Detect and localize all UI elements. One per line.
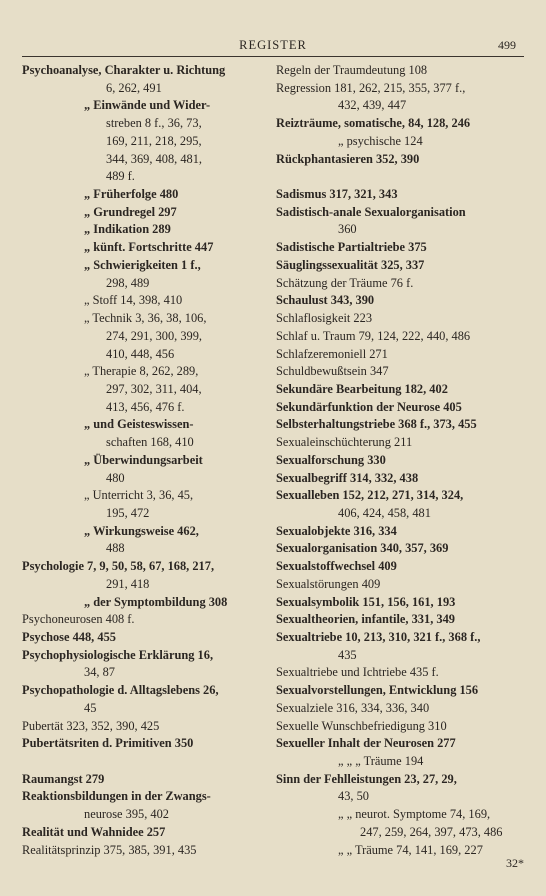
index-subentry: 489 f. bbox=[106, 169, 135, 184]
index-entry: Pubertätsriten d. Primitiven 350 bbox=[22, 736, 194, 751]
index-entry: Sexualtriebe und Ichtriebe 435 f. bbox=[276, 665, 439, 680]
index-entry: Sexualobjekte 316, 334 bbox=[276, 523, 397, 538]
index-subentry: 6, 262, 491 bbox=[106, 80, 162, 95]
index-subentry: 488 bbox=[106, 541, 125, 556]
index-subentry: „ Einwände und Wider- bbox=[84, 98, 211, 113]
index-entry: Psychopathologie d. Alltagslebens 26, bbox=[22, 683, 219, 698]
index-subentry: schaften 168, 410 bbox=[106, 435, 194, 450]
index-entry: Schaulust 343, 390 bbox=[276, 293, 375, 308]
index-subentry: „ Überwindungsarbeit bbox=[84, 452, 203, 467]
index-entry: Psychose 448, 455 bbox=[22, 630, 116, 644]
index-subentry: 297, 302, 311, 404, bbox=[106, 381, 202, 396]
index-entry: Sexualforschung 330 bbox=[276, 452, 386, 467]
index-subentry: „ Therapie 8, 262, 289, bbox=[84, 364, 199, 379]
index-subentry: 247, 259, 264, 397, 473, 486 bbox=[360, 824, 503, 839]
index-entry: Schlafzeremoniell 271 bbox=[276, 346, 388, 361]
index-subentry: „ psychische 124 bbox=[338, 133, 423, 148]
index-subentry: 298, 489 bbox=[106, 275, 150, 290]
index-subentry: 45 bbox=[84, 700, 97, 715]
index-entry: Sexualleben 152, 212, 271, 314, 324, bbox=[276, 488, 464, 503]
index-entry: Sexualtheorien, infantile, 331, 349 bbox=[276, 612, 455, 627]
index-entry: Realität und Wahnidee 257 bbox=[22, 824, 166, 839]
index-subentry: „ Technik 3, 36, 38, 106, bbox=[84, 311, 207, 326]
index-entry: Sekundäre Bearbeitung 182, 402 bbox=[276, 381, 448, 396]
index-subentry: 344, 369, 408, 481, bbox=[106, 151, 203, 166]
index-entry: Regeln der Traumdeutung 108 bbox=[276, 63, 428, 77]
index-entry: Sexuelle Wunschbefriedigung 310 bbox=[276, 718, 447, 733]
index-entry: Schuldbewußtsein 347 bbox=[276, 364, 389, 379]
index-subentry: 435 bbox=[338, 647, 357, 662]
index-subentry: „ Früherfolge 480 bbox=[84, 187, 179, 202]
index-entry: Pubertät 323, 352, 390, 425 bbox=[22, 718, 160, 733]
index-entry: Sexualeinschüchterung 211 bbox=[276, 435, 413, 450]
index-entry: Sexualvorstellungen, Entwicklung 156 bbox=[276, 683, 479, 698]
index-subentry: neurose 395, 402 bbox=[84, 807, 169, 822]
page-number-top: 499 bbox=[498, 38, 516, 52]
header-rule bbox=[22, 56, 524, 57]
index-subentry: „ Unterricht 3, 36, 45, bbox=[84, 488, 194, 503]
index-subentry: „ „ neurot. Symptome 74, 169, bbox=[338, 807, 491, 822]
index-subentry: 34, 87 bbox=[84, 665, 115, 680]
index-subentry: „ „ „ Träume 194 bbox=[338, 754, 424, 769]
index-subentry: streben 8 f., 36, 73, bbox=[106, 116, 202, 131]
index-entry: Psychoneurosen 408 f. bbox=[22, 612, 135, 627]
index-subentry: „ der Symptombildung 308 bbox=[84, 594, 228, 609]
index-entry: Psychologie 7, 9, 50, 58, 67, 168, 217, bbox=[22, 559, 215, 574]
index-entry: Sexualsymbolik 151, 156, 161, 193 bbox=[276, 594, 456, 609]
index-entry: Schlaflosigkeit 223 bbox=[276, 311, 373, 326]
index-entry: Sexualorganisation 340, 357, 369 bbox=[276, 541, 449, 556]
index-entry: Sadistische Partialtriebe 375 bbox=[276, 240, 427, 255]
index-entry: Sadismus 317, 321, 343 bbox=[276, 187, 398, 202]
index-entry: Sinn der Fehlleistungen 23, 27, 29, bbox=[276, 771, 457, 786]
index-entry: Schlaf u. Traum 79, 124, 222, 440, 486 bbox=[276, 328, 471, 343]
index-entry: Sexualstörungen 409 bbox=[276, 576, 381, 591]
index-entry: Schätzung der Träume 76 f. bbox=[276, 275, 414, 290]
index-entry: Raumangst 279 bbox=[22, 771, 105, 786]
index-subentry: 406, 424, 458, 481 bbox=[338, 505, 431, 520]
index-subentry: „ Wirkungsweise 462, bbox=[84, 523, 199, 538]
index-subentry: „ Schwierigkeiten 1 f., bbox=[84, 257, 201, 272]
index-subentry: 291, 418 bbox=[106, 576, 150, 591]
index-subentry: 480 bbox=[106, 470, 125, 485]
index-entry: Regression 181, 262, 215, 355, 377 f., bbox=[276, 80, 466, 95]
index-subentry: 43, 50 bbox=[338, 789, 369, 804]
index-entry: Selbsterhaltungstriebe 368 f., 373, 455 bbox=[276, 417, 477, 432]
index-entry: Sexueller Inhalt der Neurosen 277 bbox=[276, 736, 456, 751]
index-subentry: 410, 448, 456 bbox=[106, 346, 175, 361]
index-subentry: 195, 472 bbox=[106, 505, 150, 520]
index-subentry: 413, 456, 476 f. bbox=[106, 399, 185, 414]
index-subentry: „ Stoff 14, 398, 410 bbox=[84, 293, 183, 308]
index-gap bbox=[276, 168, 526, 186]
index-subentry: 169, 211, 218, 295, bbox=[106, 133, 202, 148]
index-column-right bbox=[276, 62, 526, 859]
index-subentry: „ Indikation 289 bbox=[84, 222, 171, 237]
index-entry: Sadistisch-anale Sexualorganisation bbox=[276, 204, 466, 219]
index-subentry: 274, 291, 300, 399, bbox=[106, 328, 203, 343]
index-column-left bbox=[22, 62, 270, 859]
index-entry: Sexualstoffwechsel 409 bbox=[276, 559, 397, 574]
index-entry: Rückphantasieren 352, 390 bbox=[276, 151, 420, 166]
index-entry: Psychophysiologische Erklärung 16, bbox=[22, 647, 214, 662]
index-entry: Säuglingssexualität 325, 337 bbox=[276, 257, 425, 272]
index-entry: Sexualziele 316, 334, 336, 340 bbox=[276, 700, 430, 715]
index-entry: Realitätsprinzip 375, 385, 391, 435 bbox=[22, 842, 197, 857]
index-entry: Sexualbegriff 314, 332, 438 bbox=[276, 470, 419, 485]
index-subentry: „ „ Träume 74, 141, 169, 227 bbox=[338, 842, 483, 857]
index-gap bbox=[22, 753, 270, 771]
index-entry: Reizträume, somatische, 84, 128, 246 bbox=[276, 116, 471, 131]
index-entry: Psychoanalyse, Charakter u. Richtung bbox=[22, 63, 226, 77]
index-subentry: 432, 439, 447 bbox=[338, 98, 407, 113]
index-subentry: 360 bbox=[338, 222, 357, 237]
page-header-title: REGISTER bbox=[239, 38, 307, 52]
index-subentry: „ künft. Fortschritte 447 bbox=[84, 240, 214, 255]
index-entry: Sexualtriebe 10, 213, 310, 321 f., 368 f., bbox=[276, 630, 481, 644]
index-entry: Sekundärfunktion der Neurose 405 bbox=[276, 399, 462, 414]
index-subentry: „ und Geisteswissen- bbox=[84, 417, 194, 432]
page-number-bottom: 32* bbox=[506, 856, 524, 870]
index-entry: Reaktionsbildungen in der Zwangs- bbox=[22, 789, 211, 804]
index-subentry: „ Grundregel 297 bbox=[84, 204, 177, 219]
